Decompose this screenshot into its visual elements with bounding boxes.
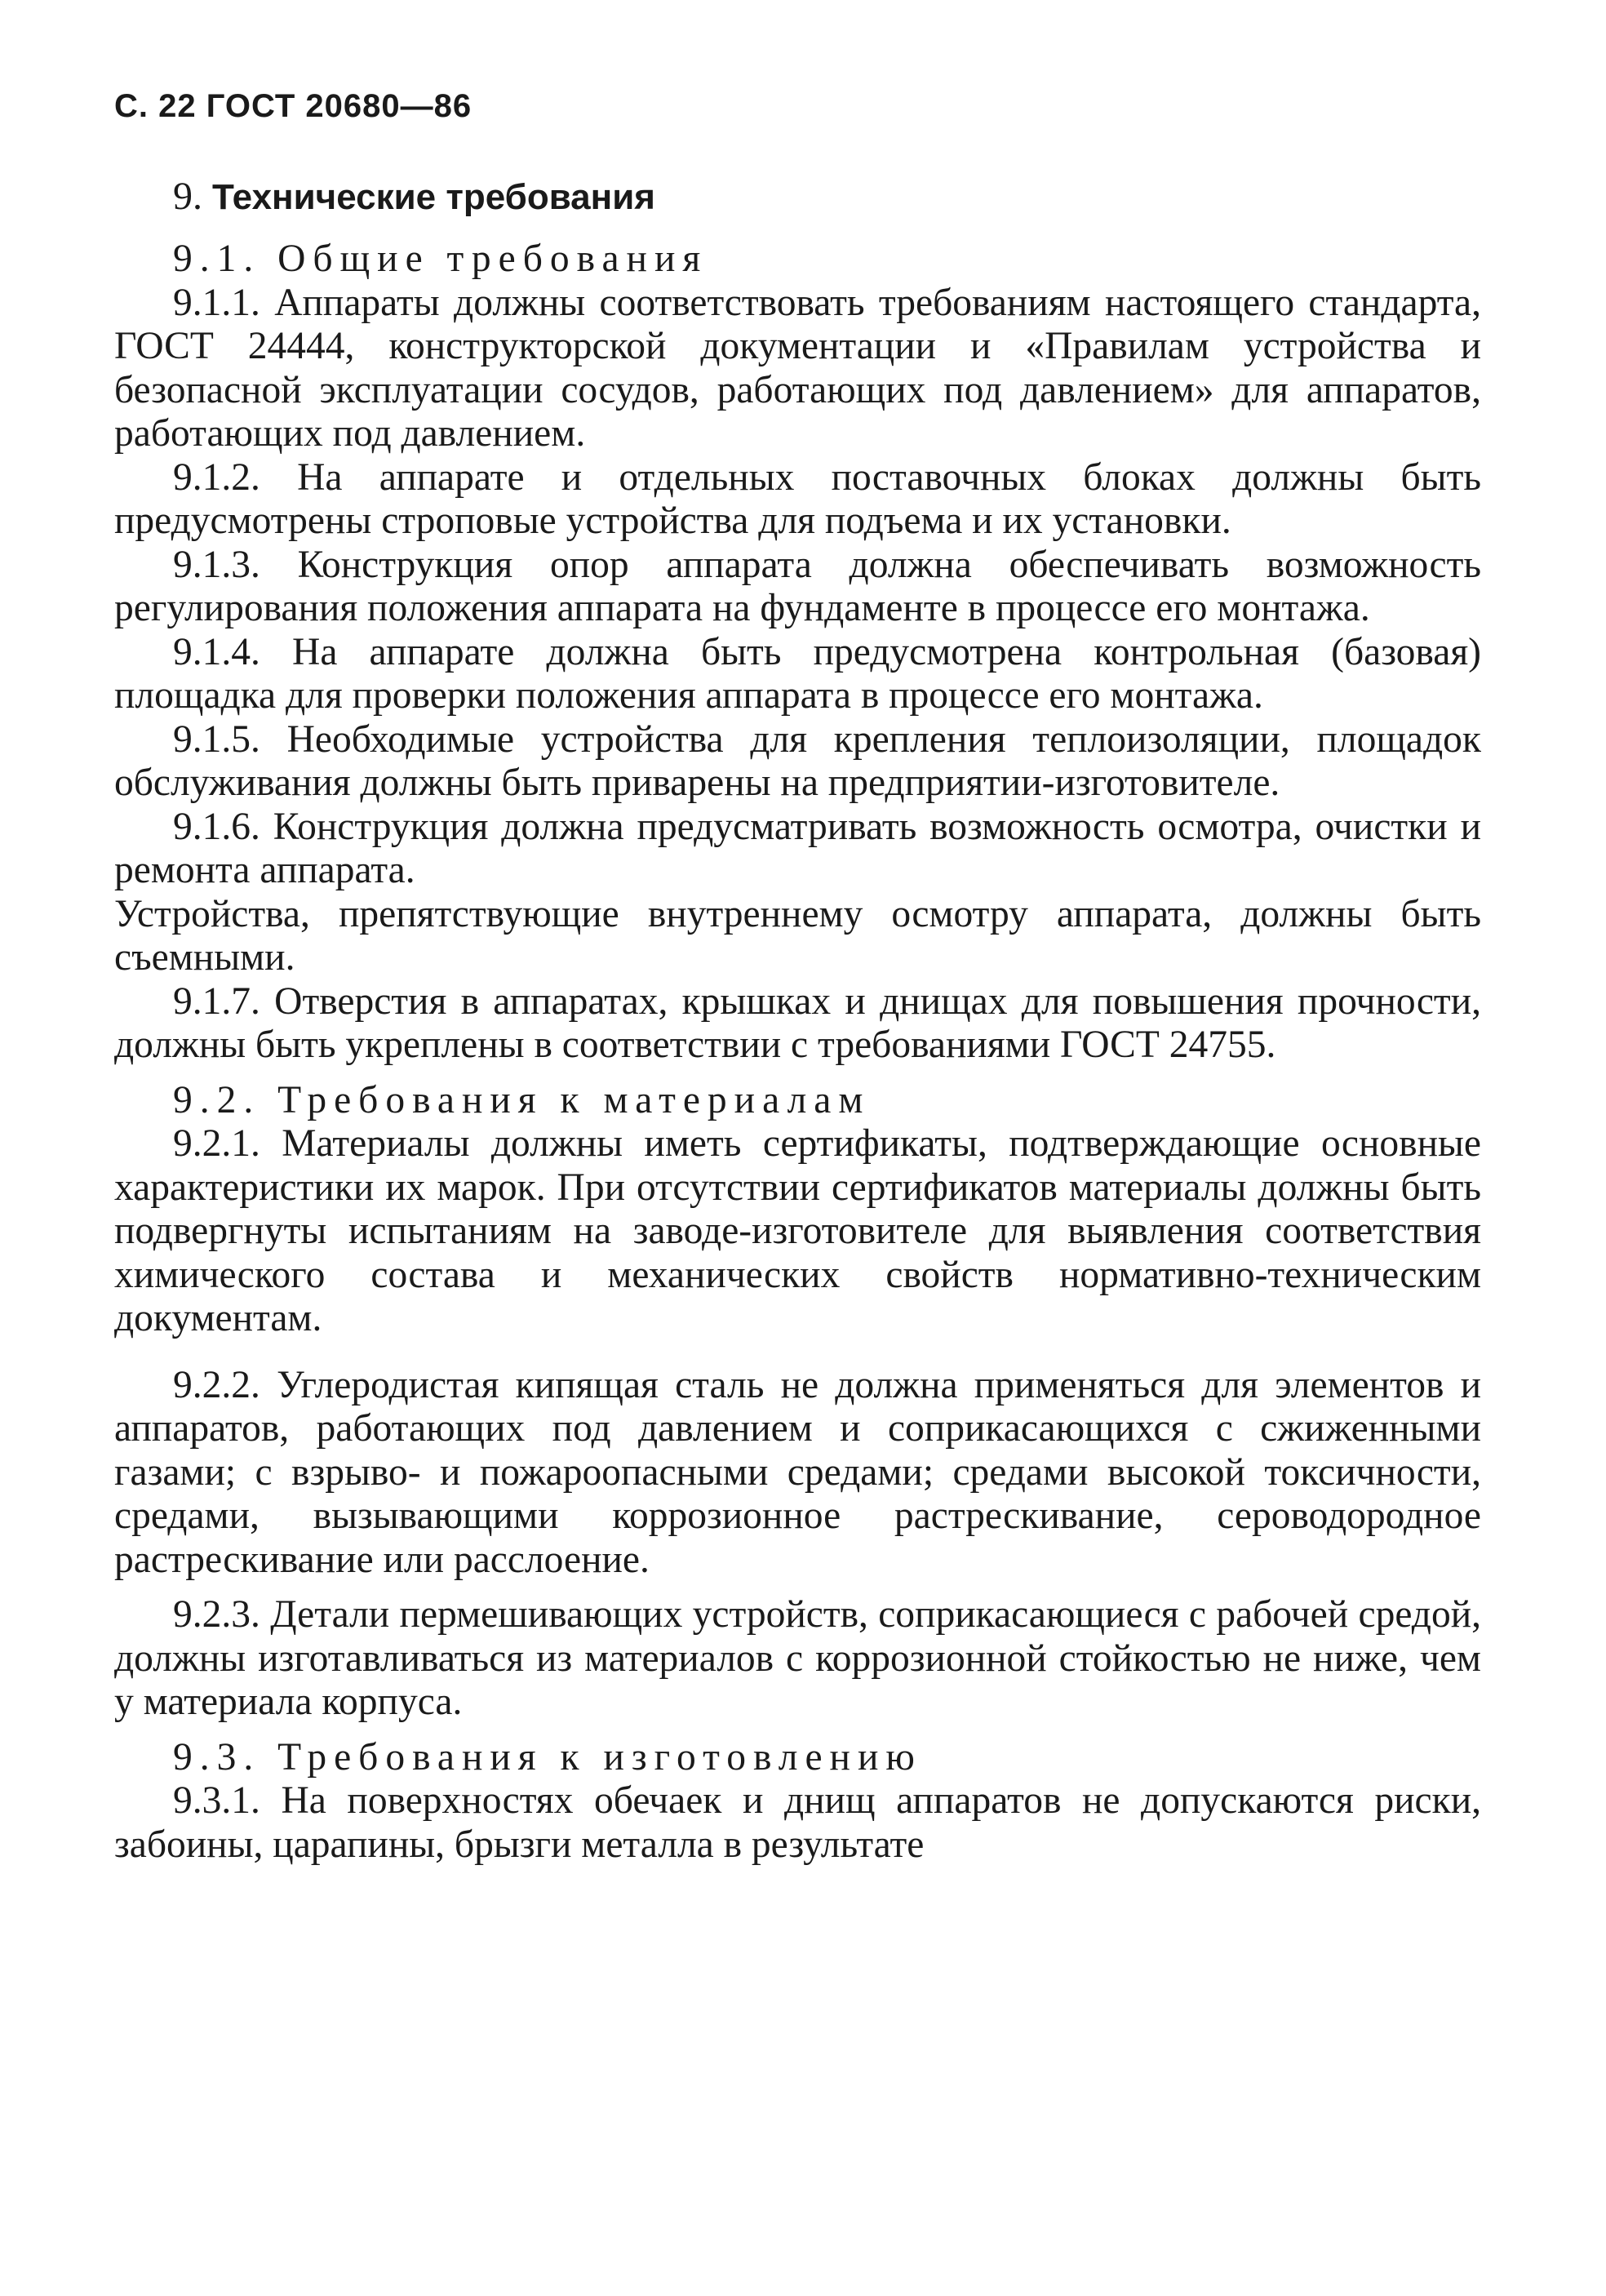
- subsection-heading: [114, 238, 1481, 282]
- subsection-heading: [114, 1736, 1481, 1780]
- document-body: [114, 171, 1481, 1867]
- subsection-title: Общие требования: [277, 238, 708, 280]
- subsection-number: 9.3.: [173, 1735, 261, 1779]
- section-number: 9.: [173, 175, 202, 218]
- paragraph-9-1-3: 9.1.3. Конструкция опор аппарата должна обеспечивать возможность регулирования положения аппарата на фундаменте в процессе его монтажа.: [114, 543, 1481, 629]
- subsection-number: 9.1.: [173, 238, 261, 280]
- paragraph-9-2-3: 9.2.3. Детали пермешивающих устройств, соприкасающиеся с рабочей средой, должны изготавливаться из материалов с коррозионной стойкостью не ниже, чем у материала корпуса.: [114, 1593, 1481, 1723]
- paragraph-9-1-2: 9.1.2. На аппарате и отдельных поставочных блоках должны быть предусмотрены строповые устройства для подъема и их установки.: [114, 455, 1481, 542]
- paragraph-9-1-4: 9.1.4. На аппарате должна быть предусмотрена контрольная (базовая) площадка для проверки положения аппарата в процессе его монтажа.: [114, 630, 1481, 717]
- paragraph-9-1-6: 9.1.6. Конструкция должна предусматривать возможность осмотра, очистки и ремонта аппарата.: [114, 805, 1481, 891]
- paragraph-9-1-7: 9.1.7. Отверстия в аппаратах, крышках и днищах для повышения прочности, должны быть укреплены в соответствии с требованиями ГОСТ 24755.: [114, 979, 1481, 1066]
- paragraph-9-1-5: 9.1.5. Необходимые устройства для крепления теплоизоляции, площадок обслуживания должны быть приварены на предприятии-изготовителе.: [114, 717, 1481, 804]
- subsection-number: 9.2.: [173, 1078, 261, 1121]
- paragraph-9-3-1: 9.3.1. На поверхностях обечаек и днищ аппаратов не допускаются риски, забоины, царапины, брызги металла в результате: [114, 1779, 1481, 1866]
- running-head: С. 22 ГОСТ 20680—86: [114, 88, 472, 124]
- paragraph-9-1-6-continued: Устройства, препятствующие внутреннему осмотру аппарата, должны быть съемными.: [114, 892, 1481, 979]
- section-title: Технические требования: [212, 177, 655, 217]
- subsection-title: Требования к материалам: [277, 1078, 871, 1121]
- section-heading: [114, 171, 1481, 223]
- paragraph-9-2-2: 9.2.2. Углеродистая кипящая сталь не должна применяться для элементов и аппаратов, работающих под давлением и соприкасающихся с сжиженными газами; с взрыво- и пожароопасными средами; средами высокой токсичности, средами, вызывающими коррозионное растрескивание, сероводородное растрескивание или расслоение.: [114, 1363, 1481, 1581]
- paragraph-9-2-1: 9.2.1. Материалы должны иметь сертификаты, подтверждающие основные характеристики их марок. При отсутствии сертификатов материалы должны быть подвергнуты испытаниям на заводе-изготовителе для выявления соответствия химического состава и механических свойств нормативно-техническим документам.: [114, 1122, 1481, 1339]
- paragraph-9-1-1: 9.1.1. Аппараты должны соответствовать требованиям настоящего стандарта, ГОСТ 24444, конструкторской документации и «Правилам устройства и безопасной эксплуатации сосудов, работающих под давлением» для аппаратов, работающих под давлением.: [114, 281, 1481, 455]
- subsection-heading: [114, 1079, 1481, 1123]
- subsection-title: Требования к изготовлению: [277, 1735, 922, 1779]
